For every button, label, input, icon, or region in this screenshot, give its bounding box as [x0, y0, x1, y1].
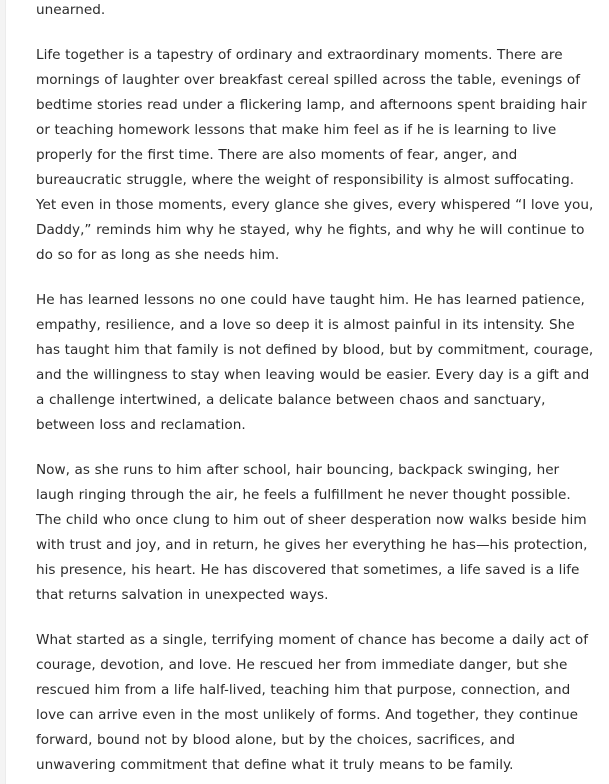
text-line: unearned.: [36, 2, 106, 18]
text-line: bureaucratic struggle, where the weight of responsibility is almost suffocating.: [36, 172, 575, 188]
paragraph: [36, 628, 589, 778]
text-line: rescued him from a life half-lived, teaching him that purpose, connection, and: [36, 682, 571, 698]
text-line: his presence, his heart. He has discovered that sometimes, a life saved is a life: [36, 562, 580, 578]
text-line: empathy, resilience, and a love so deep it is almost painful in its intensity. She: [36, 317, 575, 333]
left-margin-rule: [0, 0, 6, 784]
text-line: forward, bound not by blood alone, but by the choices, sacrifices, and: [36, 732, 516, 748]
text-line: has taught him that family is not defined by blood, but by commitment, courage,: [36, 342, 594, 358]
text-line: laugh ringing through the air, he feels a fulfillment he never thought possible.: [36, 487, 571, 503]
text-line: He has learned lessons no one could have taught him. He has learned patience,: [36, 292, 585, 308]
article-body: [36, 0, 594, 784]
text-line: Life together is a tapestry of ordinary and extraordinary moments. There are: [36, 47, 563, 63]
text-line: mornings of laughter over breakfast cereal spilled across the table, evenings of: [36, 72, 580, 88]
paragraph: [36, 43, 594, 268]
text-line: The child who once clung to him out of sheer desperation now walks beside him: [36, 512, 587, 528]
text-line: between loss and reclamation.: [36, 417, 246, 433]
text-line: courage, devotion, and love. He rescued her from immediate danger, but she: [36, 657, 568, 673]
text-line: or teaching homework lessons that make him feel as if he is learning to live: [36, 122, 557, 138]
text-line: that returns salvation in unexpected ways.: [36, 587, 329, 603]
text-line: properly for the first time. There are also moments of fear, anger, and: [36, 147, 518, 163]
paragraph: [36, 288, 594, 438]
paragraph: [36, 0, 584, 23]
text-line: Yet even in those moments, every glance she gives, every whispered “I love you,: [36, 197, 594, 213]
text-line: Daddy,” reminds him why he stayed, why he fights, and why he will continue to: [36, 222, 585, 238]
text-line: and the willingness to stay when leaving would be easier. Every day is a gift and: [36, 367, 590, 383]
text-line: a challenge intertwined, a delicate balance between chaos and sanctuary,: [36, 392, 546, 408]
text-line: bedtime stories read under a flickering lamp, and afternoons spent braiding hair: [36, 97, 587, 113]
text-line: unwavering commitment that define what it truly means to be family.: [36, 757, 514, 773]
text-line: What started as a single, terrifying moment of chance has become a daily act of: [36, 632, 589, 648]
text-line: with trust and joy, and in return, he gives her everything he has—his protection,: [36, 537, 588, 553]
paragraph: [36, 458, 588, 608]
text-line: Now, as she runs to him after school, hair bouncing, backpack swinging, her: [36, 462, 560, 478]
text-line: love can arrive even in the most unlikely of forms. And together, they continue: [36, 707, 578, 723]
text-line: do so for as long as she needs him.: [36, 247, 280, 263]
